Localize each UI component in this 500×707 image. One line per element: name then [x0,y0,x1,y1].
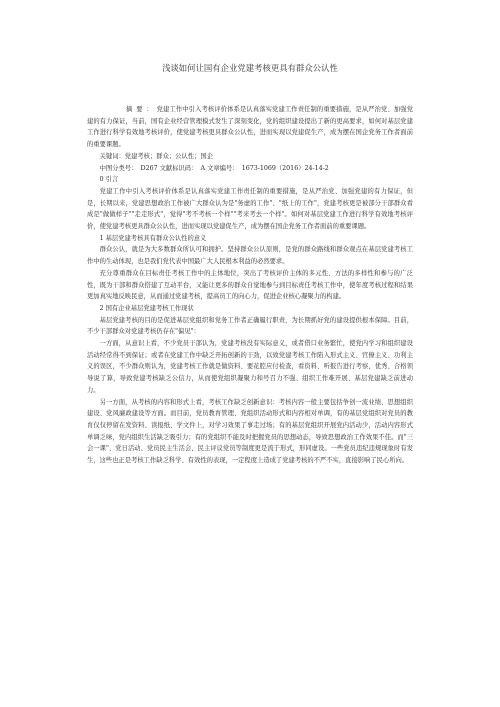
section1-heading: 1 基层党建考核具有群众公认性的意义 [99,234,207,242]
intro-paragraph: 党建工作中引入考核评价体系是认真落实党建工作责任制的重要措施，是从严治党、加强党建的有力保证，但是，长期以来，党建思想政治工作被广大群众认为是"务虚的工作"、"纸上的工作"，党建考核更是被部分干部群众看成是"做做样子""走走形式"，觉得"考不考核一个样""考来考去一个样"。如何对基层党建工作进行科学有效地考核评价，使党建考核更具群众公认性，进而实现以党建促生产，成为摆在国企党务工作者面前的重要课题。 [87,187,413,231]
abstract-label: 摘要： [126,106,157,113]
section1-paragraph-2: 充分尊重群众在目标责任考核工作中的主体地位，突出了考核评价主体的多元性、方法的多样性和参与的广泛性，既为干部和群众搭建了互动平台，又能让更多的群众自觉地参与到目标责任考核工作中，使年度考核过程和结果更加真实地反映民意，从而通过党建考核，提高员工的向心力，促进企业核心凝聚力的构建。 [87,269,413,301]
section2-heading: 2 国有企业基层党建考核工作现状 [99,304,194,312]
keywords-line: 关键词：党建考核；群众；公认性；国企 [99,152,213,160]
section1-paragraph-1: 群众公认，就是为大多数群众所认可和拥护。坚持群众公认原则，是党的群众路线和群众观点在基层党建考核工作中的生动体现，也是我们党代表中国最广大人民根本利益的必然要求。 [87,246,413,266]
classification-line: 中图分类号： D267 文献标识码： A 文章编号： 1673-1069（2016）24-14-2 [99,164,329,172]
section2-paragraph-1: 基层党建考核的目的是促进基层党组织和党务工作者正确履行职责，为长期抓好党的建设提供根本保障。目前，不少干部群众对党建考核仍存在"偏见"： [87,316,413,336]
abstract-text: 党建工作中引入考核评价体系是认真落实党建工作责任制的重要措施，是从严治党、加强党建的有力保证，当前，国有企业经营管理模式发生了深刻变化，党的组织建设提出了新的更高要求，如何对基层党建工作进行科学有效地考核评价，使党建考核更具群众公认性，进而实现以党建促生产，成为摆在国企党务工作者面前的重要课题。 [87,106,413,149]
document-body [87,104,413,467]
section2-paragraph-2: 一方面，从意识上看，不少党员干部认为，党建考核没有实际意义，或者借口业务繁忙，使党内学习和组织建设活动经常得不到保证；或者在党建工作中缺乏开拓创新的干劲，以致党建考核工作陷入形式主义、官僚主义、功利主义的误区，不少群众则认为，党建考核工作就是做资料、要花腔应付检查，看资料、听报告进行考察，优秀、合格领导说了算，导致党建考核缺乏公信力，从而使党组织凝聚力和号召力不强、组织工作难开展、基层党建缺乏前进动力。 [87,340,413,394]
abstract-paragraph [87,104,413,151]
document-title: 浅谈如何让国有企业党建考核更具有群众公认性 [162,63,338,73]
intro-heading: 0 引言 [99,176,119,184]
section2-paragraph-3: 另一方面，从考核的内容和形式上看，考核工作缺乏创新意识：考核内容一般主要包括争创一流业绩、思想组织建设、党风廉政建设等方面。而目前，党员教育管理、党组织活动形式和内容相对单调，有的基层党组织对党员的教育仅仅停留在发资料、读报纸、学文件上，对学习效果了事走过场；有的基层党组织开展党内活动少，活动内容形式单调乏味，党内组织生活缺乏吸引力；有的党组织不能及时把握党员的思想动态，导致思想政治工作效果不佳。而"三会一课"、党日活动、党员民主生活会、民主评议党员等制度更是流于形式，形同虚设。一些党员违纪违规现象时有发生，这些也正是考核工作缺乏科学、有效性的表现，一定程度上造成了党建考核的不严不实，直接影响了民心所向。 [87,398,413,465]
